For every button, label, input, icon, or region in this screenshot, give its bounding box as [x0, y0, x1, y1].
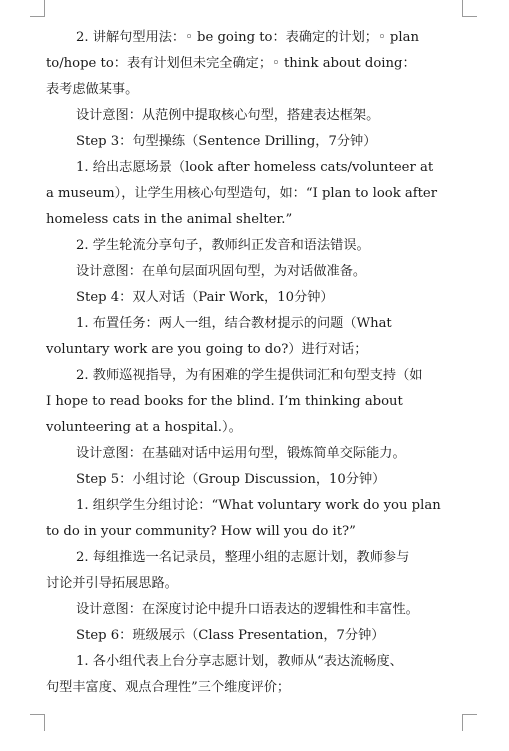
text-line: 讨论并引导拓展思路。	[46, 576, 178, 591]
step-heading: Step 5：小组讨论（Group Discussion，10分钟）	[76, 472, 386, 487]
text-line: voluntary work are you going to do?）进行对话；	[46, 342, 368, 357]
text-line: to/hope to：表有计划但未完全确定；◦ think about doing：	[46, 56, 416, 71]
text-line: 1. 组织学生分组讨论：“What voluntary work do you plan	[76, 498, 441, 513]
step-heading: Step 6：班级展示（Class Presentation，7分钟）	[76, 628, 385, 643]
step-heading: Step 3：句型操练（Sentence Drilling，7分钟）	[76, 134, 377, 149]
crop-mark-top-left	[30, 0, 45, 17]
text-line: to do in your community? How will you do it?”	[46, 524, 356, 539]
text-line: volunteering at a hospital.）。	[46, 420, 242, 435]
text-line: 1. 各小组代表上台分享志愿计划，教师从“表达流畅度、	[76, 654, 403, 669]
text-line: 2. 学生轮流分享句子，教师纠正发音和语法错误。	[76, 238, 370, 253]
text-line: 表考虑做某事。	[46, 82, 139, 97]
text-line: a museum），让学生用核心句型造句，如：“I plan to look after	[46, 186, 438, 201]
text-line: 1. 布置任务：两人一组，结合教材提示的问题（What	[76, 316, 392, 331]
design-intent-line: 设计意图：在深度讨论中提升口语表达的逻辑性和丰富性。	[76, 602, 419, 617]
text-line: homeless cats in the animal shelter.”	[46, 212, 293, 227]
step-heading: Step 4：双人对话（Pair Work，10分钟）	[76, 290, 334, 305]
text-line: 1. 给出志愿场景（look after homeless cats/volunteer at	[76, 160, 434, 175]
text-line: 句型丰富度、观点合理性”三个维度评价；	[46, 680, 291, 695]
crop-mark-top-right	[462, 0, 477, 17]
design-intent-line: 设计意图：从范例中提取核心句型，搭建表达框架。	[76, 108, 380, 123]
crop-mark-bottom-left	[30, 714, 45, 731]
text-line: 2. 教师巡视指导，为有困难的学生提供词汇和句型支持（如	[76, 368, 423, 383]
design-intent-line: 设计意图：在单句层面巩固句型，为对话做准备。	[76, 264, 367, 279]
crop-mark-bottom-right	[462, 714, 477, 731]
design-intent-line: 设计意图：在基础对话中运用句型，锻炼简单交际能力。	[76, 446, 406, 461]
document-body	[46, 25, 464, 701]
text-line: 2. 每组推选一名记录员，整理小组的志愿计划，教师参与	[76, 550, 410, 565]
text-line: I hope to read books for the blind. I’m thinking about	[46, 394, 403, 409]
text-line: 2. 讲解句型用法：◦ be going to：表确定的计划；◦ plan	[76, 30, 419, 45]
